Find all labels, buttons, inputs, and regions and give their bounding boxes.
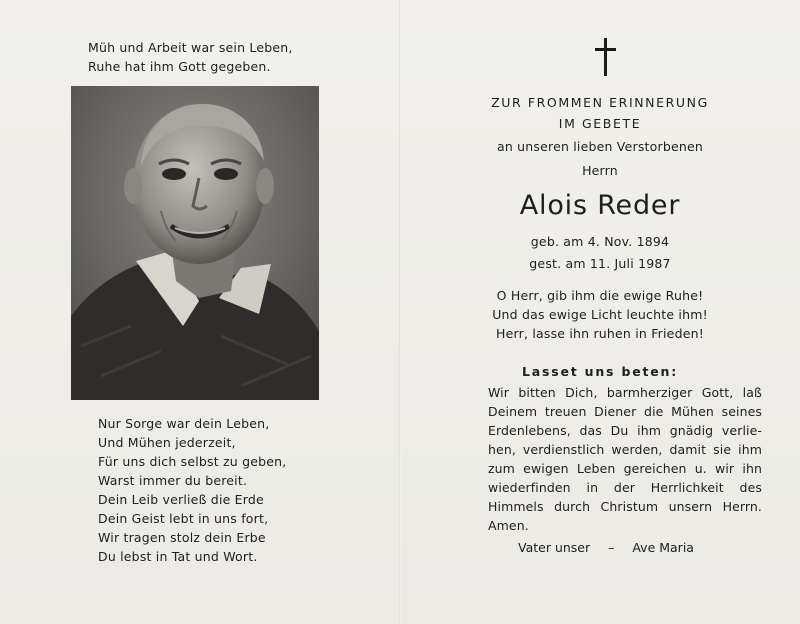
bottom-verse-line: Dein Geist lebt in uns fort, [98,511,269,526]
closing-dash: – [608,540,615,555]
prayer-line: Und das ewige Licht leuchte ihm! [492,307,708,322]
portrait-photo [71,86,319,400]
prayer-body-line: Erdenlebens, das Du ihm gnädig verlie- [488,423,762,438]
bottom-verse-line: Du lebst in Tat und Wort. [98,549,258,564]
bottom-verse-line: Warst immer du bereit. [98,473,248,488]
salutation: Herrn [582,163,618,178]
prayer-line: O Herr, gib ihm die ewige Ruhe! [496,288,704,303]
heading-line-1: ZUR FROMMEN ERINNERUNG [491,95,709,110]
prayer-body-line: Himmels durch Christum unsern Herrn. [488,499,762,514]
prayer-line: Herr, lasse ihn ruhen in Frieden! [496,326,704,341]
right-panel [400,0,800,624]
prayer-body-line: wiederfinden in der Herrlichkeit des [488,480,762,495]
top-verse [88,38,368,76]
bottom-verse [98,414,358,566]
deceased-name: Alois Reder [519,190,681,221]
bottom-verse-line: Dein Leib verließ die Erde [98,492,264,507]
prayer-body-line: Amen. [488,518,529,533]
closing-vater-unser: Vater unser [518,540,591,555]
bottom-verse-line: Für uns dich selbst zu geben, [98,454,287,469]
lasset-heading: Lasset uns beten: [521,364,679,379]
prayer-body [488,383,762,535]
closing-ave-maria: Ave Maria [632,540,694,555]
top-verse-line: Ruhe hat ihm Gott gegeben. [88,59,271,74]
cross-icon [594,38,618,76]
heading-line-2: IM GEBETE [558,116,642,131]
closing-line [518,540,694,555]
bottom-verse-line: Wir tragen stolz dein Erbe [98,530,266,545]
prayer-body-line: Deinem treuen Diener die Mühen seines [488,404,762,419]
prayer-body-line: Wir bitten Dich, barmherziger Gott, laß [488,385,762,400]
bottom-verse-line: Und Mühen jederzeit, [98,435,236,450]
death-date: gest. am 11. Juli 1987 [529,256,671,271]
top-verse-line: Müh und Arbeit war sein Leben, [88,40,293,55]
prayer-body-line: zum ewigen Leben gereichen u. wir ihn [488,461,762,476]
birth-date: geb. am 4. Nov. 1894 [530,234,670,249]
subheading: an unseren lieben Verstorbenen [497,139,703,154]
bottom-verse-line: Nur Sorge war dein Leben, [98,416,270,431]
prayer-body-line: hen, verdienstlich werden, damit sie ihm [488,442,762,457]
